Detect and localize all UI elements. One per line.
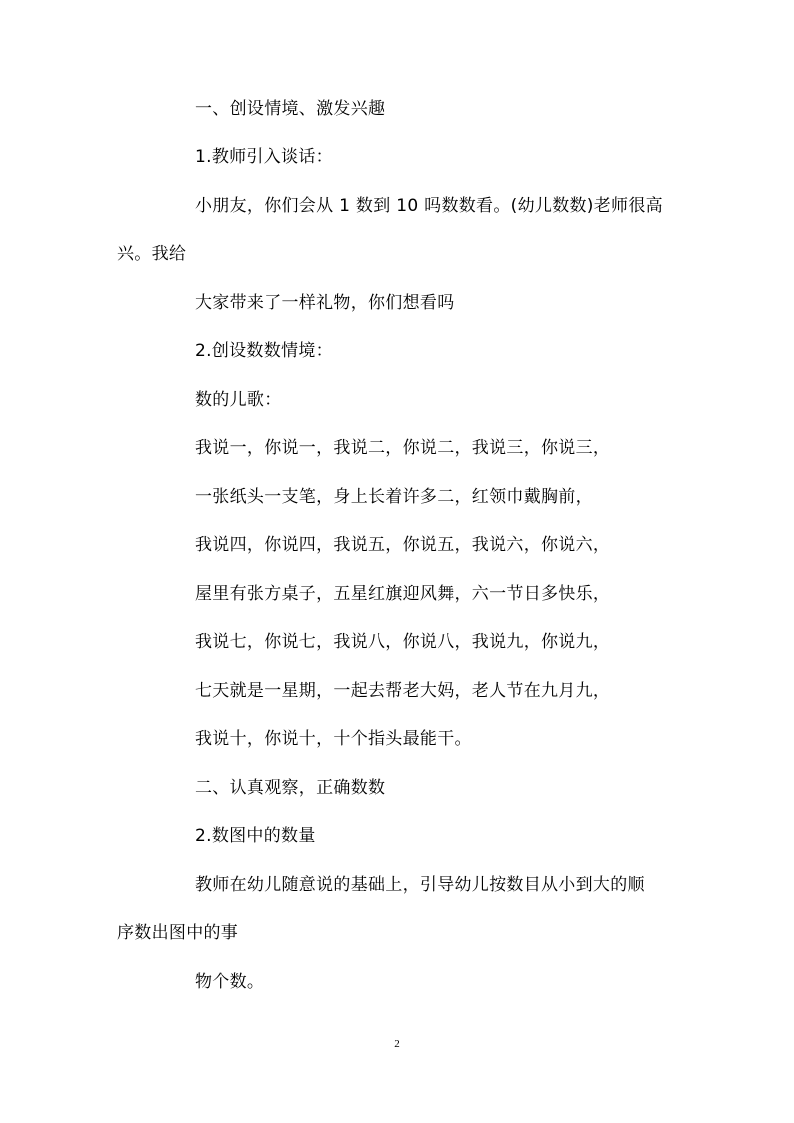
rhyme-line: 七天就是一星期，一起去帮老大妈，老人节在九月九， [195,681,611,701]
rhyme-line: 一张纸头一支笔，身上长着许多二，红领巾戴胸前， [195,487,593,507]
subheading-count-picture: 2.数图中的数量 [195,826,316,846]
paragraph-line: 教师在幼儿随意说的基础上，引导幼儿按数目从小到大的顺 [195,875,645,895]
section-heading-1: 一、创设情境、激发兴趣 [195,99,386,119]
subheading-teacher-intro: 1.教师引入谈话： [195,147,333,167]
section-heading-2: 二、认真观察，正确数数 [195,778,386,798]
rhyme-line: 我说一，你说一，我说二，你说二，我说三，你说三， [195,438,611,458]
rhyme-line: 我说七，你说七，我说八，你说八，我说九，你说九， [195,632,611,652]
paragraph-line: 大家带来了一样礼物，你们想看吗 [195,293,455,313]
paragraph-line: 小朋友，你们会从 1 数到 10 吗数数看。(幼儿数数)老师很高 [195,196,663,216]
rhyme-line: 屋里有张方桌子，五星红旗迎风舞，六一节日多快乐， [195,584,611,604]
paragraph-line: 兴。我给 [117,244,187,264]
subheading-counting-scenario: 2.创设数数情境： [195,341,333,361]
paragraph-line: 序数出图中的事 [117,923,239,943]
page-number: 2 [394,1038,400,1050]
paragraph-line: 数的儿歌： [195,390,282,410]
rhyme-line: 我说十，你说十，十个指头最能干。 [195,729,472,749]
rhyme-line: 我说四，你说四，我说五，你说五，我说六，你说六， [195,535,611,555]
paragraph-line: 物个数。 [195,972,265,992]
